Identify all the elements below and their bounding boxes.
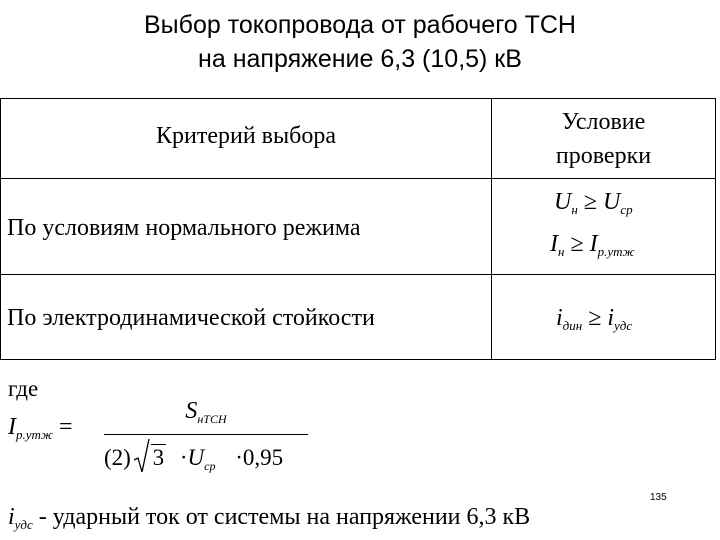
footer-definition: $i_{удс}$ - ударный ток от системы на напряжении 6,3 кВ bbox=[8, 504, 531, 532]
formula-numerator: $S_{нТСН}$ bbox=[185, 398, 227, 426]
condition-current: $I_н \ge I_{р.утж}$ bbox=[550, 231, 635, 259]
table-row bbox=[1, 179, 715, 275]
where-label: где bbox=[8, 376, 39, 401]
header-condition-line-2: проверки bbox=[555, 143, 652, 169]
header-condition-line-1: Условие bbox=[561, 109, 646, 135]
header-condition bbox=[492, 105, 715, 173]
criterion-normal-mode: По условиям нормального режима bbox=[7, 215, 361, 241]
formula-lhs: $I_{р.утж}$ = bbox=[8, 414, 73, 442]
page-number: 135 bbox=[650, 492, 667, 503]
table-header-row bbox=[1, 99, 715, 179]
title-line-1: Выбор токопровода от рабочего ТСН bbox=[143, 11, 576, 39]
slide-title bbox=[0, 8, 720, 76]
condition-voltage: $U_н \ge U_{ср}$ bbox=[554, 189, 633, 217]
selection-table bbox=[0, 98, 716, 360]
sqrt-icon bbox=[134, 438, 150, 474]
table-row bbox=[1, 275, 715, 359]
criterion-electrodynamic: По электродинамической стойкости bbox=[7, 305, 375, 331]
header-criterion: Критерий выбора bbox=[156, 123, 336, 149]
condition-shock-current: $i_{дин} \ge i_{удс}$ bbox=[556, 305, 633, 333]
title-line-2: на напряжение 6,3 (10,5) кВ bbox=[198, 45, 522, 73]
formula-denominator: (2) $3 \cdot U_{ср} \cdot 0,95$ bbox=[104, 444, 283, 474]
fraction-bar bbox=[104, 434, 308, 435]
